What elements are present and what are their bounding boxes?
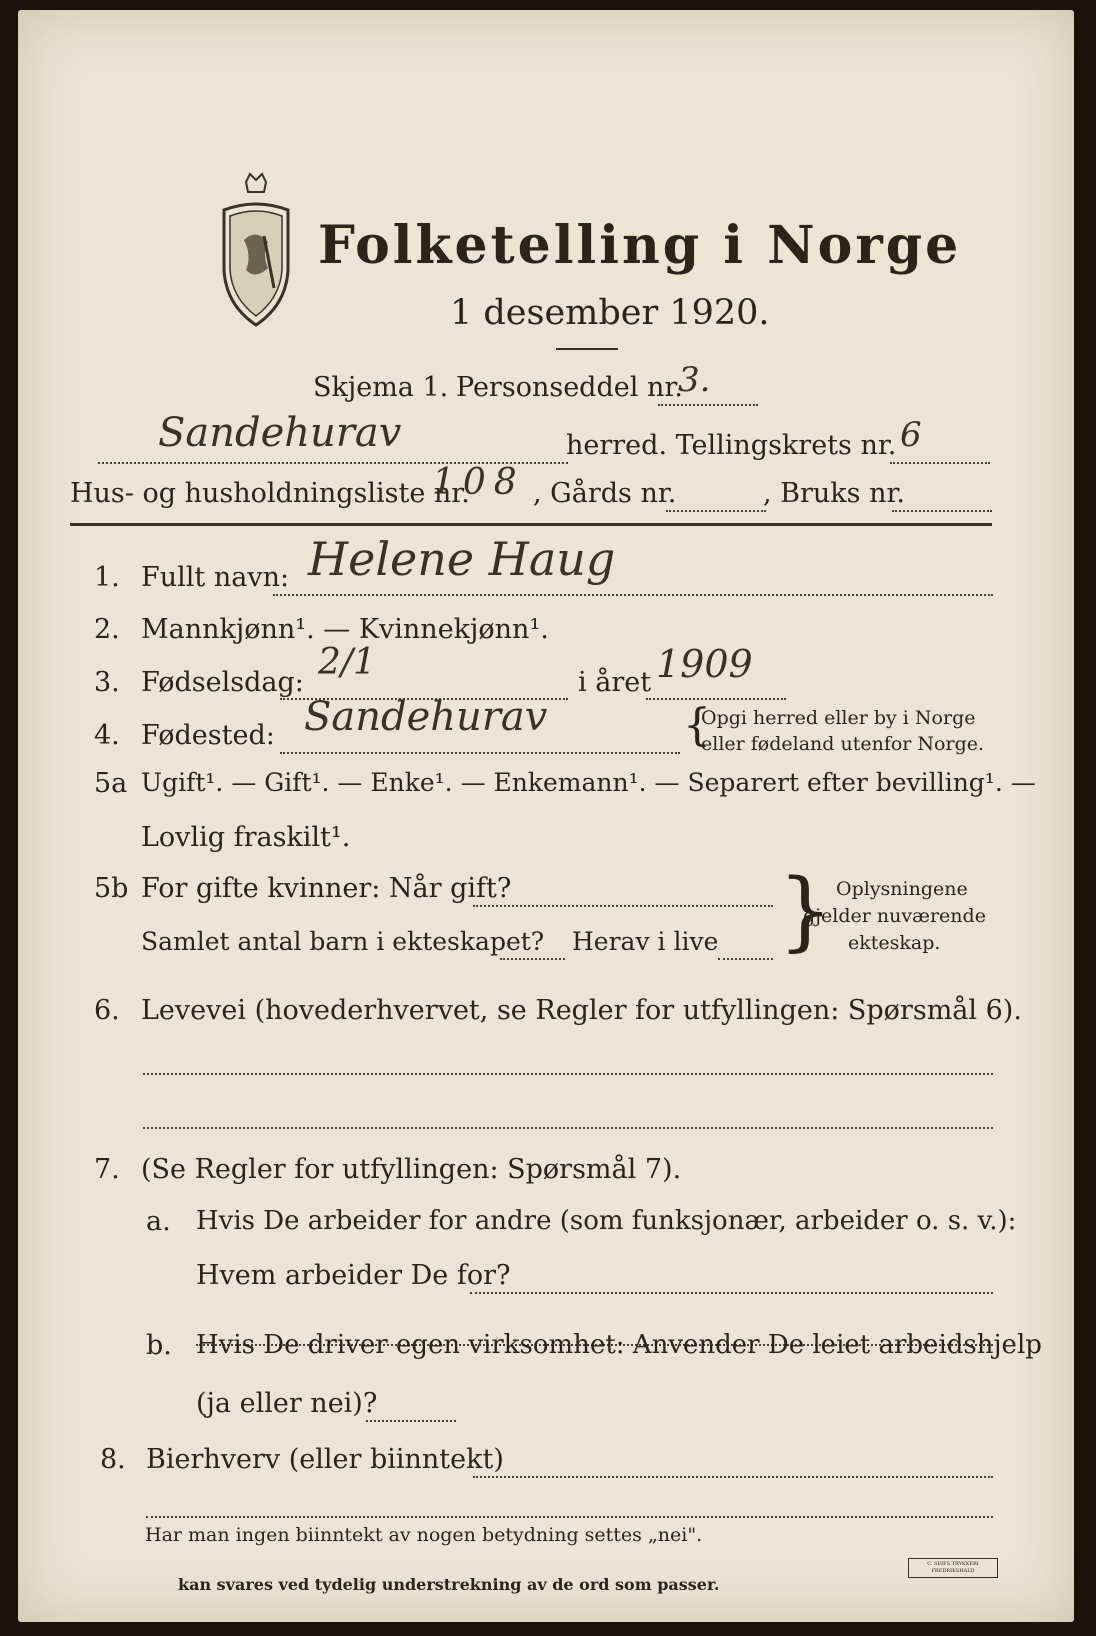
household-label: Hus- og husholdningsliste nr. <box>70 478 470 509</box>
hired-help-field-line <box>366 1420 456 1422</box>
q3-number: 3. <box>94 667 120 698</box>
gards-label: , Gårds nr. <box>533 478 677 509</box>
q5b-children-label: Samlet antal barn i ekteskapet? <box>141 927 545 956</box>
q7b-label: Hvis De driver egen virksomhet: Anvender De leiet arbeidshjelp <box>196 1330 1042 1360</box>
q6-number: 6. <box>94 995 120 1026</box>
title-divider <box>556 348 618 350</box>
norway-coat-of-arms-icon <box>216 170 296 330</box>
header-divider <box>70 523 992 526</box>
q6-label: Levevei (hovederhvervet, se Regler for utfyllingen: Spørsmål 6). <box>141 995 1022 1026</box>
form-title: Folketelling i Norge <box>318 215 962 276</box>
q4-number: 4. <box>94 720 120 751</box>
personseddel-label: Personseddel nr. <box>456 372 683 403</box>
gards-field-line <box>666 510 766 512</box>
herred-label: herred. Tellingskrets nr. <box>566 430 897 461</box>
q2-number: 2. <box>94 614 120 645</box>
alive-field-line <box>718 958 773 960</box>
census-form-sheet <box>18 10 1074 1622</box>
q5a-number: 5a <box>94 768 128 799</box>
q8-number: 8. <box>100 1444 126 1475</box>
q7b-yesno-label: (ja eller nei)? <box>196 1388 378 1419</box>
side-income-field-line-2 <box>146 1516 993 1518</box>
q5b-note-1: Oplysningene <box>836 878 968 900</box>
birthplace-value[interactable]: Sandehurav <box>304 694 548 740</box>
q1-number: 1. <box>94 562 120 593</box>
personseddel-field-line <box>658 404 758 406</box>
footer-note-1: Har man ingen biinntekt av nogen betydning settes „nei". <box>145 1524 703 1546</box>
q4-label: Fødested: <box>141 720 275 751</box>
occupation-field-line-1 <box>143 1073 993 1075</box>
children-field-line <box>500 958 565 960</box>
printer-stamp: C. SEIFS TRYKKERI FREDRIKSHALD <box>908 1558 998 1578</box>
q8-label: Bierhverv (eller biinntekt) <box>146 1444 504 1475</box>
full-name-value[interactable]: Helene Haug <box>308 532 616 586</box>
birthplace-note-1: Opgi herred eller by i Norge <box>701 707 976 729</box>
q5b-label: For gifte kvinner: Når gift? <box>141 873 512 904</box>
personseddel-value[interactable]: 3. <box>678 360 711 400</box>
full-name-field-line <box>273 594 993 596</box>
birth-year-label: i året <box>578 667 652 698</box>
birthplace-field-line <box>280 752 680 754</box>
married-when-field-line <box>473 905 773 907</box>
tellingskrets-value[interactable]: 6 <box>900 415 922 455</box>
q7b-number: b. <box>146 1330 172 1361</box>
birthday-value[interactable]: 2/1 <box>318 642 376 683</box>
household-value[interactable]: 108 <box>432 462 525 503</box>
birth-year-field-line <box>646 698 786 700</box>
q7-label: (Se Regler for utfyllingen: Spørsmål 7). <box>141 1154 682 1185</box>
side-income-field-line <box>473 1476 993 1478</box>
q7a-label: Hvis De arbeider for andre (som funksjonær, arbeider o. s. v.): <box>196 1206 1017 1236</box>
q5b-alive-label: Herav i live <box>572 927 719 956</box>
marital-status-options-2[interactable]: Lovlig fraskilt¹. <box>141 822 351 853</box>
herred-value[interactable]: Sandehurav <box>158 410 402 456</box>
q5b-brace: } <box>778 861 833 961</box>
q5b-note-2: gjelder nuværende <box>803 905 986 927</box>
census-date: 1 desember 1920. <box>450 293 770 333</box>
marital-status-options[interactable]: Ugift¹. — Gift¹. — Enke¹. — Enkemann¹. — Separert efter bevilling¹. — <box>141 768 1036 797</box>
birthplace-note-2: eller fødeland utenfor Norge. <box>701 733 985 755</box>
q7-number: 7. <box>94 1154 120 1185</box>
q3-label: Fødselsdag: <box>141 667 304 698</box>
q7a-employer-label: Hvem arbeider De for? <box>196 1260 511 1291</box>
footer-note-2: kan svares ved tydelig understrekning av de ord som passer. <box>178 1575 720 1594</box>
occupation-field-line-2 <box>143 1127 993 1129</box>
q7a-number: a. <box>146 1206 171 1237</box>
employer-field-line <box>470 1292 993 1294</box>
bruks-field-line <box>892 510 992 512</box>
birth-year-value[interactable]: 1909 <box>656 642 753 686</box>
q1-label: Fullt navn: <box>141 562 290 593</box>
schema-label: Skjema 1. <box>313 372 449 403</box>
q5b-note-3: ekteskap. <box>848 932 941 954</box>
birthplace-brace: { <box>683 700 711 751</box>
tellingskrets-field-line <box>890 462 990 464</box>
bruks-label: , Bruks nr. <box>763 478 906 509</box>
q5b-number: 5b <box>94 873 129 904</box>
gender-options[interactable]: Mannkjønn¹. — Kvinnekjønn¹. <box>141 614 549 645</box>
